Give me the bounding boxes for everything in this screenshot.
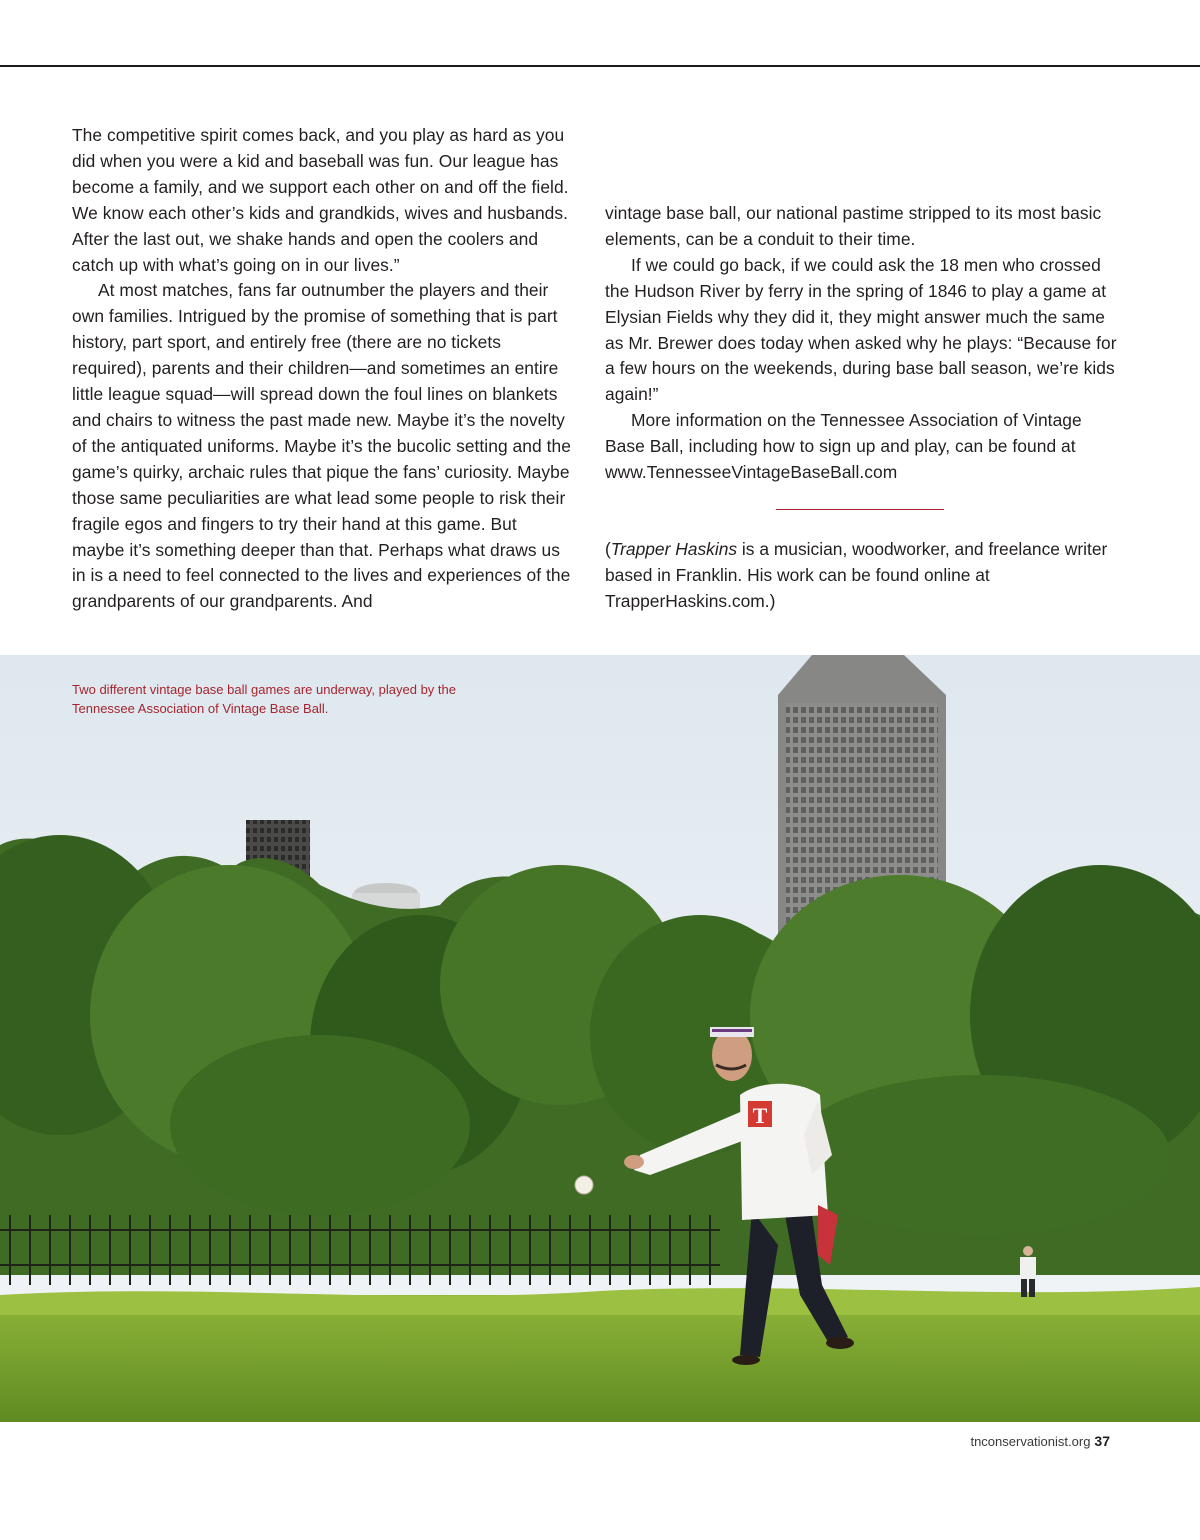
author-bio [605,537,1125,615]
footer-site: tnconservationist.org [970,1434,1091,1449]
header-rule [0,65,1200,67]
author-name: Trapper Haskins [610,539,738,559]
paragraph: At most matches, fans far outnumber the players and their own families. Intrigued by the promise of something that is part history, part sport, and entirely free (there are no tickets required), parents and their children—and sometimes an entire little league squad—will spread down the foul lines on blankets and chairs to witness the past made new. Maybe it’s the novelty of the antiquated uniforms. Maybe it’s the bucolic setting and the game’s quirky, archaic rules that pique the fans’ curiosity. Maybe those same peculiarities are what lead some people to risk their fragile egos and fingers to try their hand at this game. But maybe it’s something deeper than that. Perhaps what draws us in is a need to feel connected to the lives and experiences of the grandparents of our grandparents. And [72,280,571,612]
jersey-letter: T [752,1103,768,1128]
tree-canopy [0,835,1200,1275]
photo-caption: Two different vintage base ball games are underway, played by the Tennessee Association of Vintage Base Ball. [72,682,456,716]
bio-text: is a musician, woodworker, and freelance writer based in Franklin. His work can be found online at TrapperHaskins.com.) [605,539,1108,611]
page-footer [970,1433,1110,1449]
page-number: 37 [1094,1433,1110,1449]
paragraph: More information on the Tennessee Association of Vintage Base Ball, including how to sign up and play, can be found at www.TennesseeVintageBaseBall.com [605,410,1082,483]
article-column-left [72,123,572,615]
article-end-rule [776,509,944,510]
baseball [575,1176,593,1194]
baseball-photo [0,655,1200,1422]
article-column-right [605,201,1125,486]
bio-open-paren: ( [605,539,611,559]
paragraph: vintage base ball, our national pastime stripped to its most basic elements, can be a conduit to their time. [605,203,1102,249]
paragraph: The competitive spirit comes back, and you play as hard as you did when you were a kid and baseball was fun. Our league has become a family, and we support each other on and off the field. We know each other’s kids and grandkids, wives and husbands. After the last out, we shake hands and open the coolers and catch up with what’s going on in our lives.” [72,125,569,275]
paragraph: If we could go back, if we could ask the 18 men who crossed the Hudson River by ferry in the spring of 1846 to play a game at Elysian Fields why they did it, they might answer much the same as Mr. Brewer does today when asked why he plays: “Because for a few hours on the weekends, during base ball season, we’re kids again!” [605,254,1117,405]
